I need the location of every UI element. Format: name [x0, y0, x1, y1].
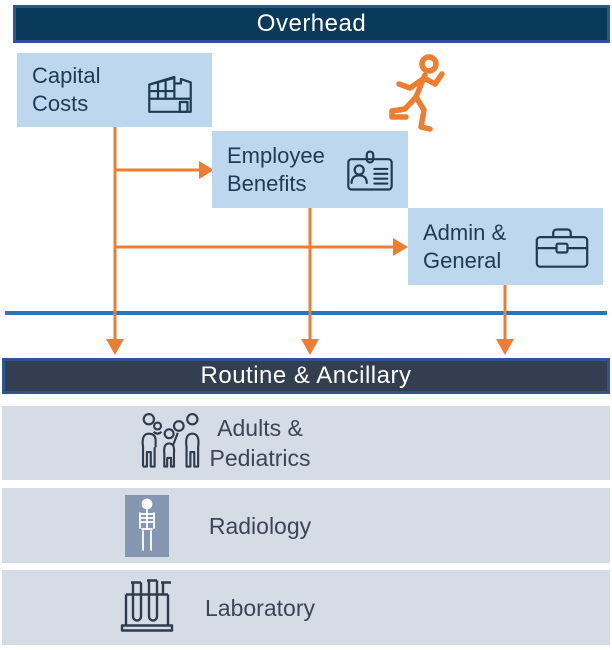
- box-admin-general: [408, 208, 603, 285]
- capital-costs-label: [32, 62, 100, 118]
- capital-costs-line2: Costs: [32, 91, 89, 116]
- row-laboratory: [2, 570, 610, 645]
- overhead-header: [13, 5, 610, 43]
- box-capital-costs: [17, 53, 212, 127]
- employee-benefits-label: [227, 142, 325, 198]
- overhead-title: Overhead: [256, 10, 367, 37]
- row-adults-pediatrics: [2, 406, 610, 480]
- routine-ancillary-header: [2, 358, 610, 394]
- employee-benefits-line2: Benefits: [227, 170, 307, 196]
- radiology-line1: Radiology: [208, 512, 312, 539]
- id-badge-icon: [344, 147, 396, 193]
- adults-pediatrics-line2: Pediatrics: [209, 445, 311, 471]
- laboratory-line1: Laboratory: [205, 594, 315, 621]
- capital-costs-line1: Capital: [32, 63, 101, 88]
- box-employee-benefits: [212, 131, 408, 208]
- running-person-icon: [388, 53, 450, 142]
- admin-general-line1: Admin &: [423, 219, 507, 245]
- admin-general-line2: General: [423, 247, 502, 273]
- laboratory-label: [160, 593, 360, 623]
- adults-pediatrics-line1: Adults &: [217, 415, 303, 441]
- building-icon: [140, 66, 200, 114]
- briefcase-icon: [533, 224, 591, 270]
- employee-benefits-line1: Employee: [227, 142, 325, 168]
- adults-pediatrics-label: [160, 413, 360, 473]
- routine-ancillary-title: Routine & Ancillary: [200, 362, 412, 389]
- row-radiology: [2, 488, 610, 563]
- admin-general-label: [423, 219, 506, 275]
- radiology-label: [160, 511, 360, 541]
